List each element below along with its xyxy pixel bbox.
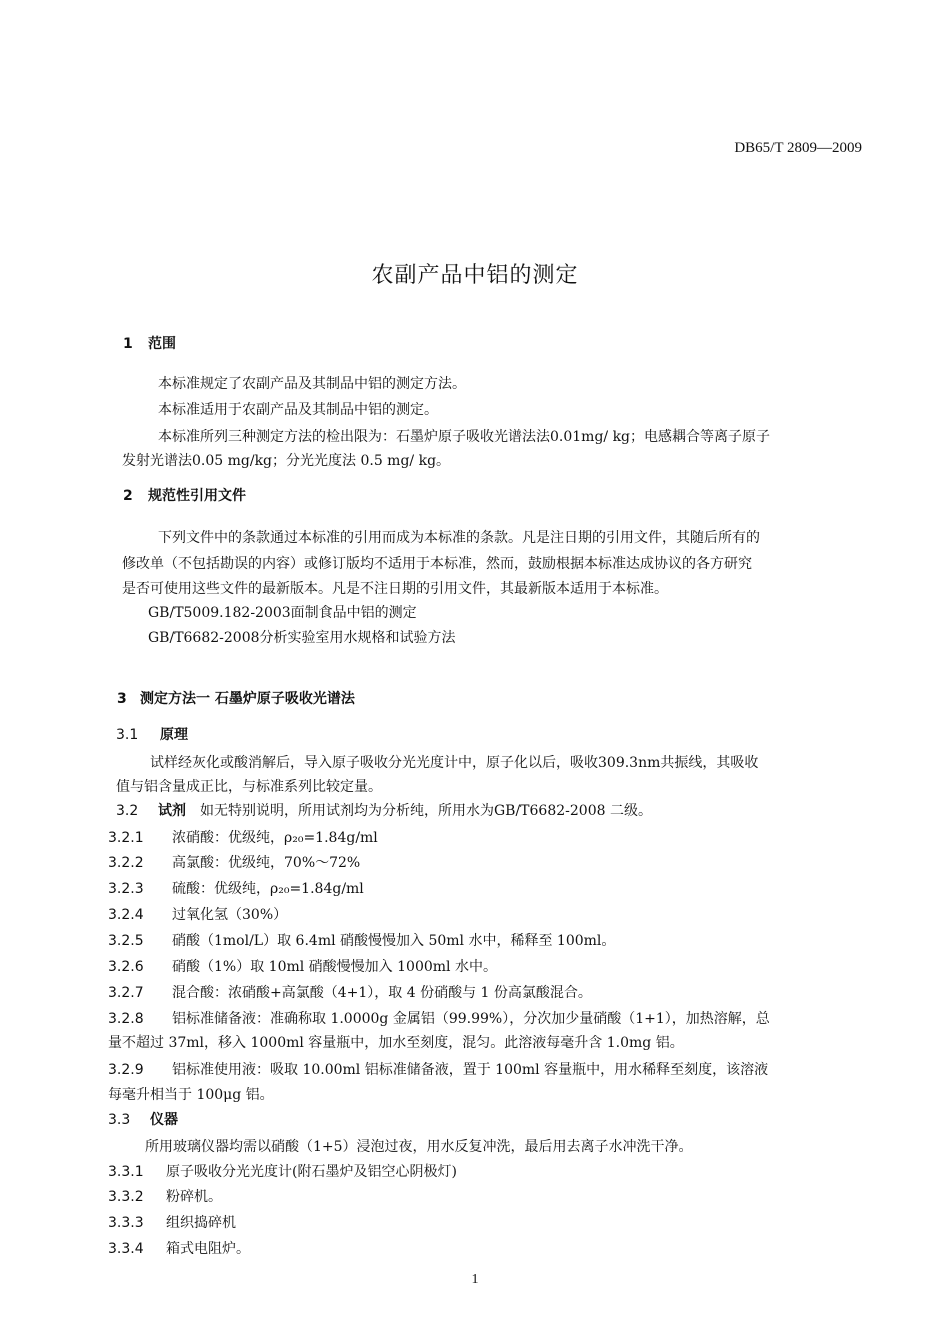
page-number: 1 xyxy=(471,1272,479,1287)
paragraph: 下列文件中的条款通过本标准的引用而成为本标准的条款。凡是注日期的引用文件，其随后所有的 xyxy=(158,530,760,546)
paragraph: 本标准所列三种测定方法的检出限为：石墨炉原子吸收光谱法法0.01mg/ kg；电感耦合等离子原子 xyxy=(158,429,771,445)
document-title: 农副产品中铝的测定 xyxy=(371,263,579,288)
standard-code: DB65/T 2809—2009 xyxy=(734,140,862,156)
paragraph: 修改单（不包括勘误的内容）或修订版均不适用于本标准，然而，鼓励根据本标准达成协议的各方研究 xyxy=(122,556,752,572)
list-item: 过氧化氢（30%） xyxy=(172,907,288,923)
item-number: 3.2.8 xyxy=(108,1011,144,1027)
paragraph: 所用玻璃仪器均需以硝酸（1+5）浸泡过夜，用水反复冲洗，最后用去离子水冲洗干净。 xyxy=(145,1139,693,1155)
subsection-number: 3.2 xyxy=(116,803,139,819)
list-item: 高氯酸：优级纯，70%～72% xyxy=(172,855,361,871)
subsection-heading: 试剂 xyxy=(158,803,186,819)
section-2-number: 2 xyxy=(123,488,133,504)
subsection-heading: 原理 xyxy=(160,727,188,743)
item-number: 3.2.6 xyxy=(108,959,144,975)
item-number: 3.3.1 xyxy=(108,1164,144,1180)
section-3-number: 3 xyxy=(117,691,127,707)
list-item: 硝酸（1mol/L）取 6.4ml 硝酸慢慢加入 50ml 水中，稀释至 100ml。 xyxy=(172,933,616,949)
list-item: 组织捣碎机 xyxy=(166,1215,236,1231)
list-item: 硝酸（1%）取 10ml 硝酸慢慢加入 1000ml 水中。 xyxy=(172,959,497,975)
paragraph: 如无特别说明，所用试剂均为分析纯，所用水为GB/T6682-2008 二级。 xyxy=(200,803,652,819)
section-1-number: 1 xyxy=(123,336,133,352)
item-number: 3.2.3 xyxy=(108,881,144,897)
section-1-heading: 范围 xyxy=(148,336,176,352)
item-number: 3.2.9 xyxy=(108,1062,144,1078)
item-number: 3.2.1 xyxy=(108,830,144,846)
item-number: 3.2.4 xyxy=(108,907,144,923)
paragraph: 本标准适用于农副产品及其制品中铝的测定。 xyxy=(158,402,438,418)
section-2-heading: 规范性引用文件 xyxy=(148,488,246,504)
list-item: 粉碎机。 xyxy=(166,1189,222,1205)
item-number: 3.3.3 xyxy=(108,1215,144,1231)
list-item: 硫酸：优级纯，ρ₂₀=1.84g/ml xyxy=(172,881,364,897)
paragraph: 试样经灰化或酸消解后，导入原子吸收分光光度计中，原子化以后，吸收309.3nm共振线，其吸收 xyxy=(150,755,759,771)
list-item: 铝标准储备液：准确称取 1.0000g 金属铝（99.99%），分次加少量硝酸（1+1），加热溶解，总 xyxy=(172,1011,770,1027)
subsection-number: 3.3 xyxy=(108,1112,131,1128)
reference-item: GB/T5009.182-2003面制食品中铝的测定 xyxy=(148,605,417,621)
item-number: 3.3.4 xyxy=(108,1241,144,1257)
paragraph: 本标准规定了农副产品及其制品中铝的测定方法。 xyxy=(158,376,466,392)
item-number: 3.2.2 xyxy=(108,855,144,871)
paragraph: 是否可使用这些文件的最新版本。凡是不注日期的引用文件，其最新版本适用于本标准。 xyxy=(122,581,668,597)
paragraph: 值与铝含量成正比，与标准系列比较定量。 xyxy=(116,779,382,795)
paragraph: 发射光谱法0.05 mg/kg；分光光度法 0.5 mg/ kg。 xyxy=(122,453,451,469)
subsection-heading: 仪器 xyxy=(150,1112,178,1128)
list-item-continuation: 量不超过 37ml，移入 1000ml 容量瓶中，加水至刻度，混匀。此溶液每毫升含 1.0mg 铝。 xyxy=(108,1035,684,1051)
list-item: 原子吸收分光光度计(附石墨炉及铝空心阴极灯) xyxy=(166,1164,457,1180)
item-number: 3.2.5 xyxy=(108,933,144,949)
reference-item: GB/T6682-2008分析实验室用水规格和试验方法 xyxy=(148,630,456,646)
subsection-number: 3.1 xyxy=(116,727,139,743)
list-item: 混合酸：浓硝酸+高氯酸（4+1），取 4 份硝酸与 1 份高氯酸混合。 xyxy=(172,985,592,1001)
section-3-heading: 测定方法一 石墨炉原子吸收光谱法 xyxy=(140,691,355,707)
list-item: 箱式电阻炉。 xyxy=(166,1241,250,1257)
item-number: 3.2.7 xyxy=(108,985,144,1001)
list-item: 浓硝酸：优级纯，ρ₂₀=1.84g/ml xyxy=(172,830,378,846)
list-item: 铝标准使用液：吸取 10.00ml 铝标准储备液，置于 100ml 容量瓶中，用水稀释至刻度，该溶液 xyxy=(172,1062,769,1078)
list-item-continuation: 每毫升相当于 100μg 铝。 xyxy=(108,1087,274,1103)
item-number: 3.3.2 xyxy=(108,1189,144,1205)
